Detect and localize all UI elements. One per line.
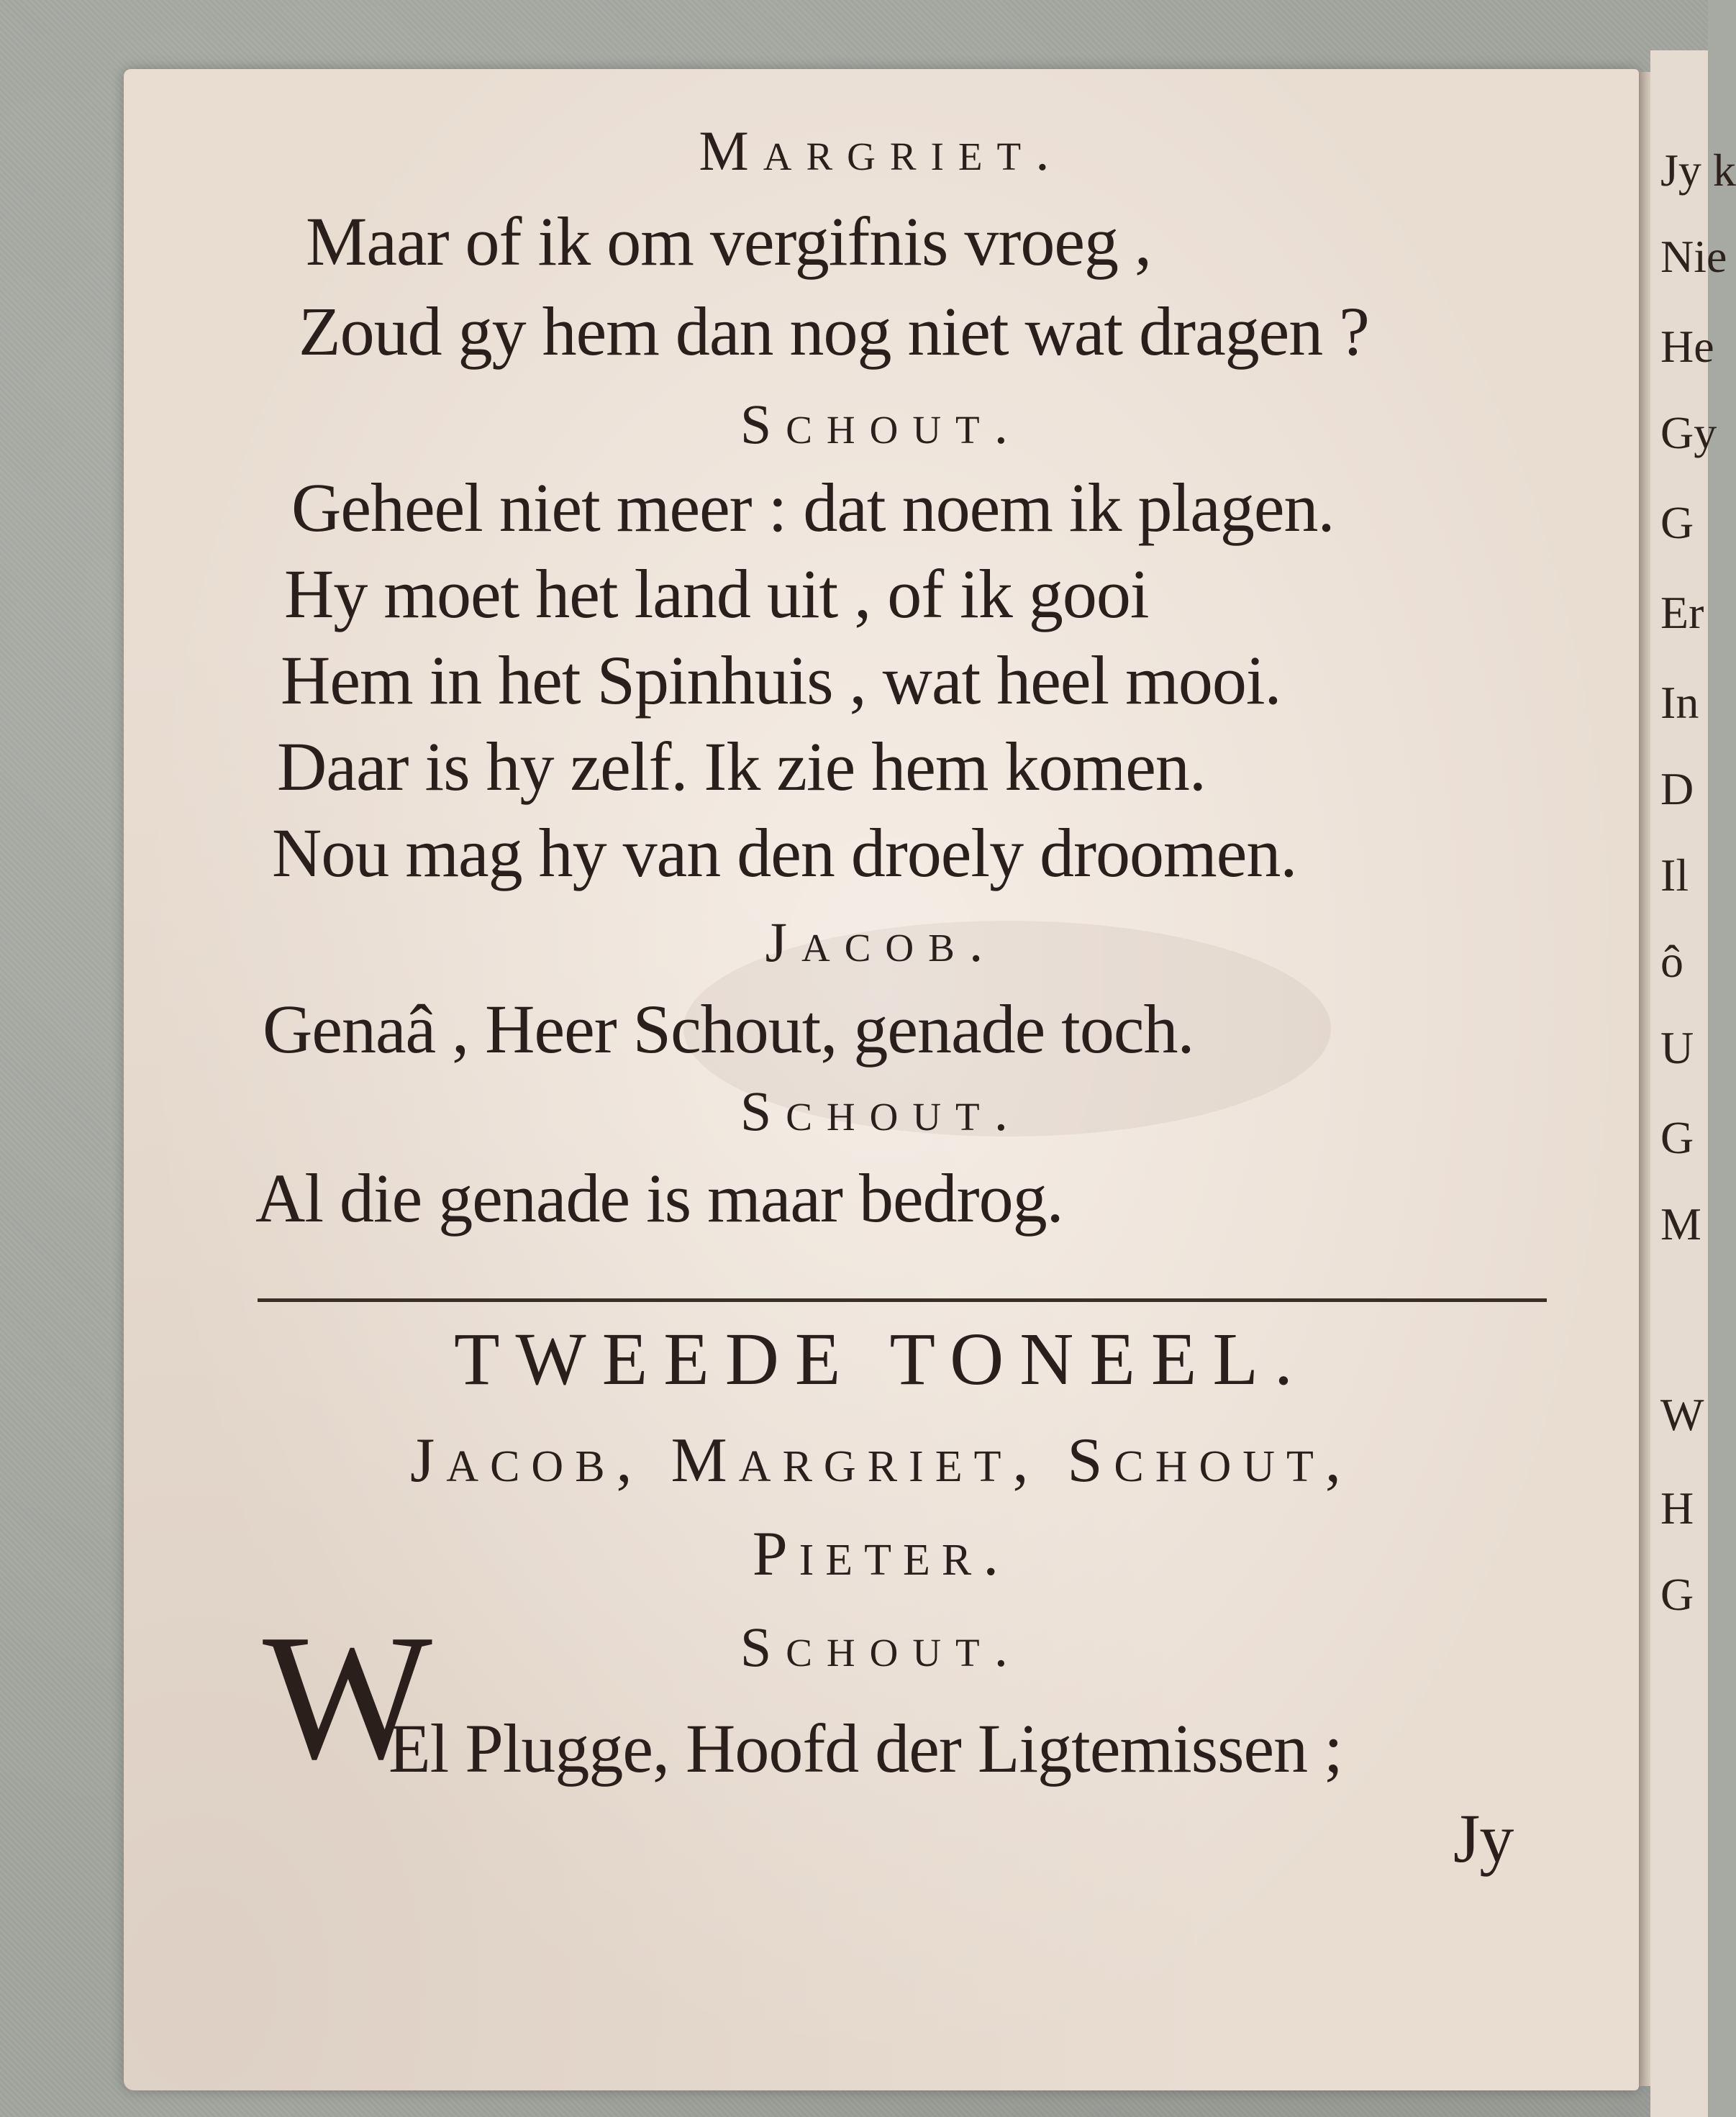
- facing-fragment: Il: [1660, 850, 1689, 901]
- speaker-margriet: Margriet.: [699, 119, 1064, 182]
- cast-list-line1: Jacob, Margriet, Schout,: [410, 1426, 1353, 1495]
- speaker-schout: Schout.: [740, 393, 1023, 455]
- drop-cap: W: [263, 1598, 432, 1797]
- verse-line: Geheel niet meer : dat noem ik plagen.: [291, 469, 1335, 546]
- cast-list-line2: Pieter.: [752, 1519, 1011, 1589]
- facing-fragment: Gy: [1660, 407, 1717, 458]
- speaker-schout: Schout.: [740, 1080, 1023, 1142]
- facing-fragment: U: [1660, 1022, 1694, 1073]
- horizontal-rule: [258, 1298, 1547, 1302]
- facing-fragment: He: [1660, 321, 1714, 372]
- facing-fragment: M: [1660, 1198, 1701, 1249]
- facing-fragment: H: [1660, 1483, 1694, 1534]
- facing-fragment: W: [1660, 1389, 1704, 1440]
- facing-fragment: G: [1660, 1569, 1694, 1620]
- facing-fragment: Er: [1660, 587, 1704, 638]
- catchword: Jy: [1453, 1800, 1514, 1877]
- verse-line: Hem in het Spinhuis , wat heel mooi.: [281, 642, 1281, 719]
- verse-line: Nou mag hy van den droely droomen.: [272, 814, 1297, 891]
- verse-line: Maar of ik om vergifnis vroeg ,: [306, 203, 1151, 280]
- verse-line: El Plugge, Hoofd der Ligtemissen ;: [388, 1710, 1342, 1787]
- facing-fragment: In: [1660, 677, 1699, 728]
- facing-fragment: G: [1660, 1112, 1694, 1163]
- facing-fragment: Jy k: [1660, 145, 1736, 196]
- facing-fragment: D: [1660, 763, 1694, 814]
- facing-fragment: Nie: [1660, 231, 1727, 282]
- verse-line: Zoud gy hem dan nog niet wat dragen ?: [299, 293, 1369, 370]
- verse-line: Daar is hy zelf. Ik zie hem komen.: [277, 728, 1206, 805]
- verse-line: Hy moet het land uit , of ik gooi: [284, 555, 1149, 632]
- facing-page-text: [1655, 0, 1736, 2117]
- scene-title: TWEEDE TONEEL.: [454, 1318, 1309, 1401]
- speaker-schout: Schout.: [740, 1616, 1023, 1678]
- verse-line: Genaâ , Heer Schout, genade toch.: [263, 991, 1194, 1067]
- verse-line: Al die genade is maar bedrog.: [255, 1160, 1063, 1237]
- speaker-jacob: Jacob.: [765, 911, 998, 973]
- facing-fragment: ô: [1660, 936, 1683, 987]
- facing-fragment: G: [1660, 497, 1694, 548]
